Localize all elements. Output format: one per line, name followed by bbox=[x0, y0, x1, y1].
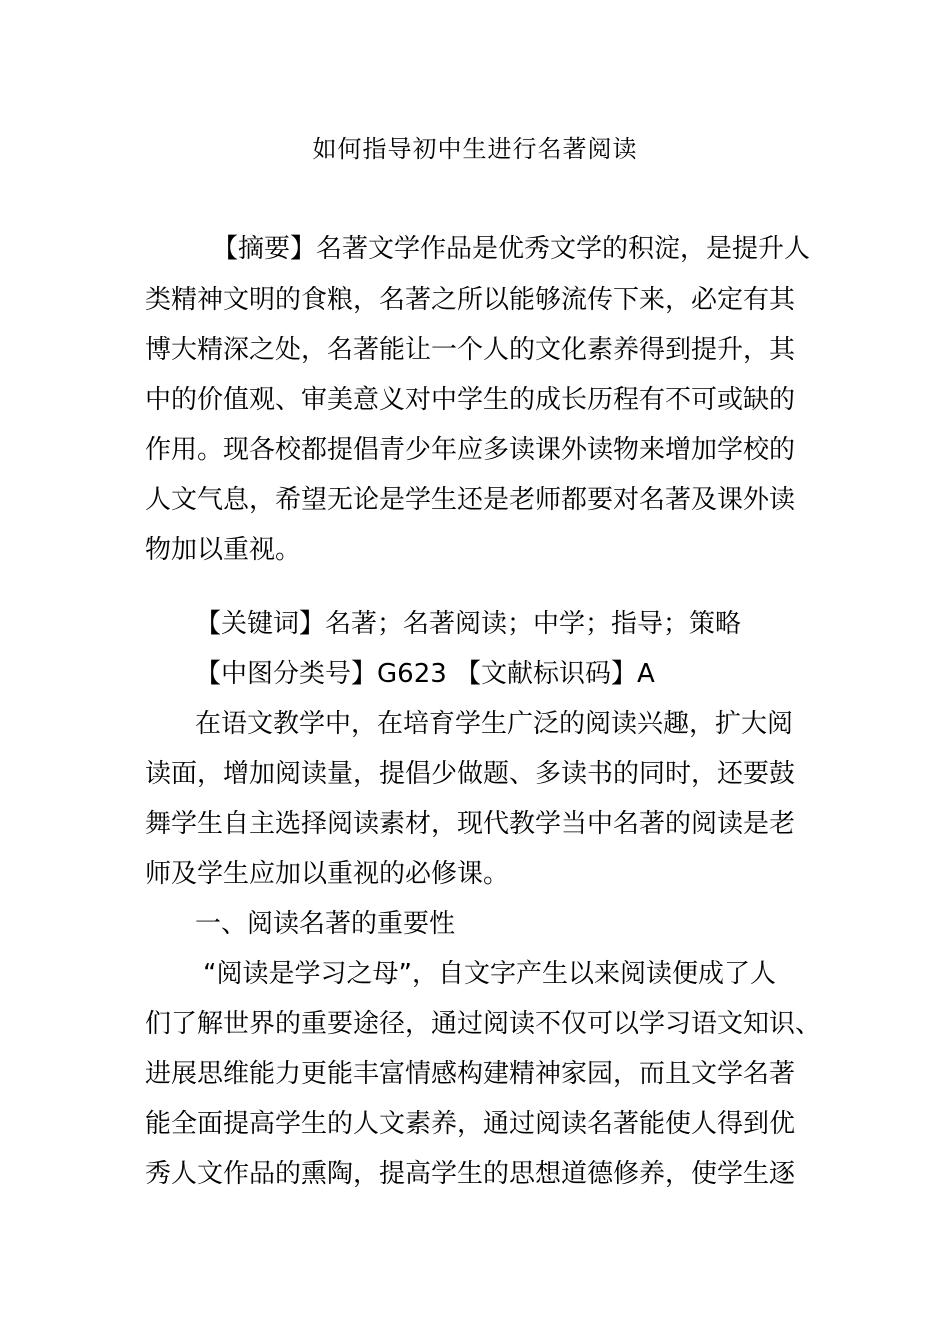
keywords-line: 【关键词】名著；名著阅读；中学；指导；策略 bbox=[195, 609, 742, 639]
abstract-line: 类精神文明的食粮，名著之所以能够流传下来，必定有其 bbox=[145, 285, 796, 315]
body-line: 舞学生自主选择阅读素材，现代教学当中名著的阅读是老 bbox=[145, 809, 796, 839]
abstract-line: 作用。现各校都提倡青少年应多读课外读物来增加学校的 bbox=[145, 435, 796, 465]
abstract-line: 博大精深之处，名著能让一个人的文化素养得到提升，其 bbox=[145, 335, 796, 365]
body-line: 能全面提高学生的人文素养，通过阅读名著能使人得到优 bbox=[145, 1109, 796, 1139]
body-line: 们了解世界的重要途径，通过阅读不仅可以学习语文知识、 bbox=[145, 1009, 822, 1039]
document-title: 如何指导初中生进行名著阅读 bbox=[312, 135, 638, 163]
abstract-line: 人文气息，希望无论是学生还是老师都要对名著及课外读 bbox=[145, 485, 796, 515]
abstract-line: 物加以重视。 bbox=[145, 535, 302, 565]
body-line: “阅读是学习之母”，自文字产生以来阅读便成了人 bbox=[203, 959, 776, 989]
abstract-line: 【摘要】名著文学作品是优秀文学的积淀，是提升人 bbox=[212, 234, 811, 264]
body-line: 在语文教学中，在培育学生广泛的阅读兴趣，扩大阅 bbox=[195, 709, 794, 739]
section-heading: 一、阅读名著的重要性 bbox=[195, 909, 456, 939]
body-line: 进展思维能力更能丰富情感构建精神家园，而且文学名著 bbox=[145, 1059, 796, 1089]
body-line: 师及学生应加以重视的必修课。 bbox=[145, 859, 510, 889]
abstract-line: 中的价值观、审美意义对中学生的成长历程有不可或缺的 bbox=[145, 385, 796, 415]
body-line: 读面，增加阅读量，提倡少做题、多读书的同时，还要鼓 bbox=[145, 759, 796, 789]
body-line: 秀人文作品的熏陶，提高学生的思想道德修养，使学生逐 bbox=[145, 1159, 796, 1189]
classification-line: 【中图分类号】G623 【文献标识码】A bbox=[195, 659, 655, 689]
